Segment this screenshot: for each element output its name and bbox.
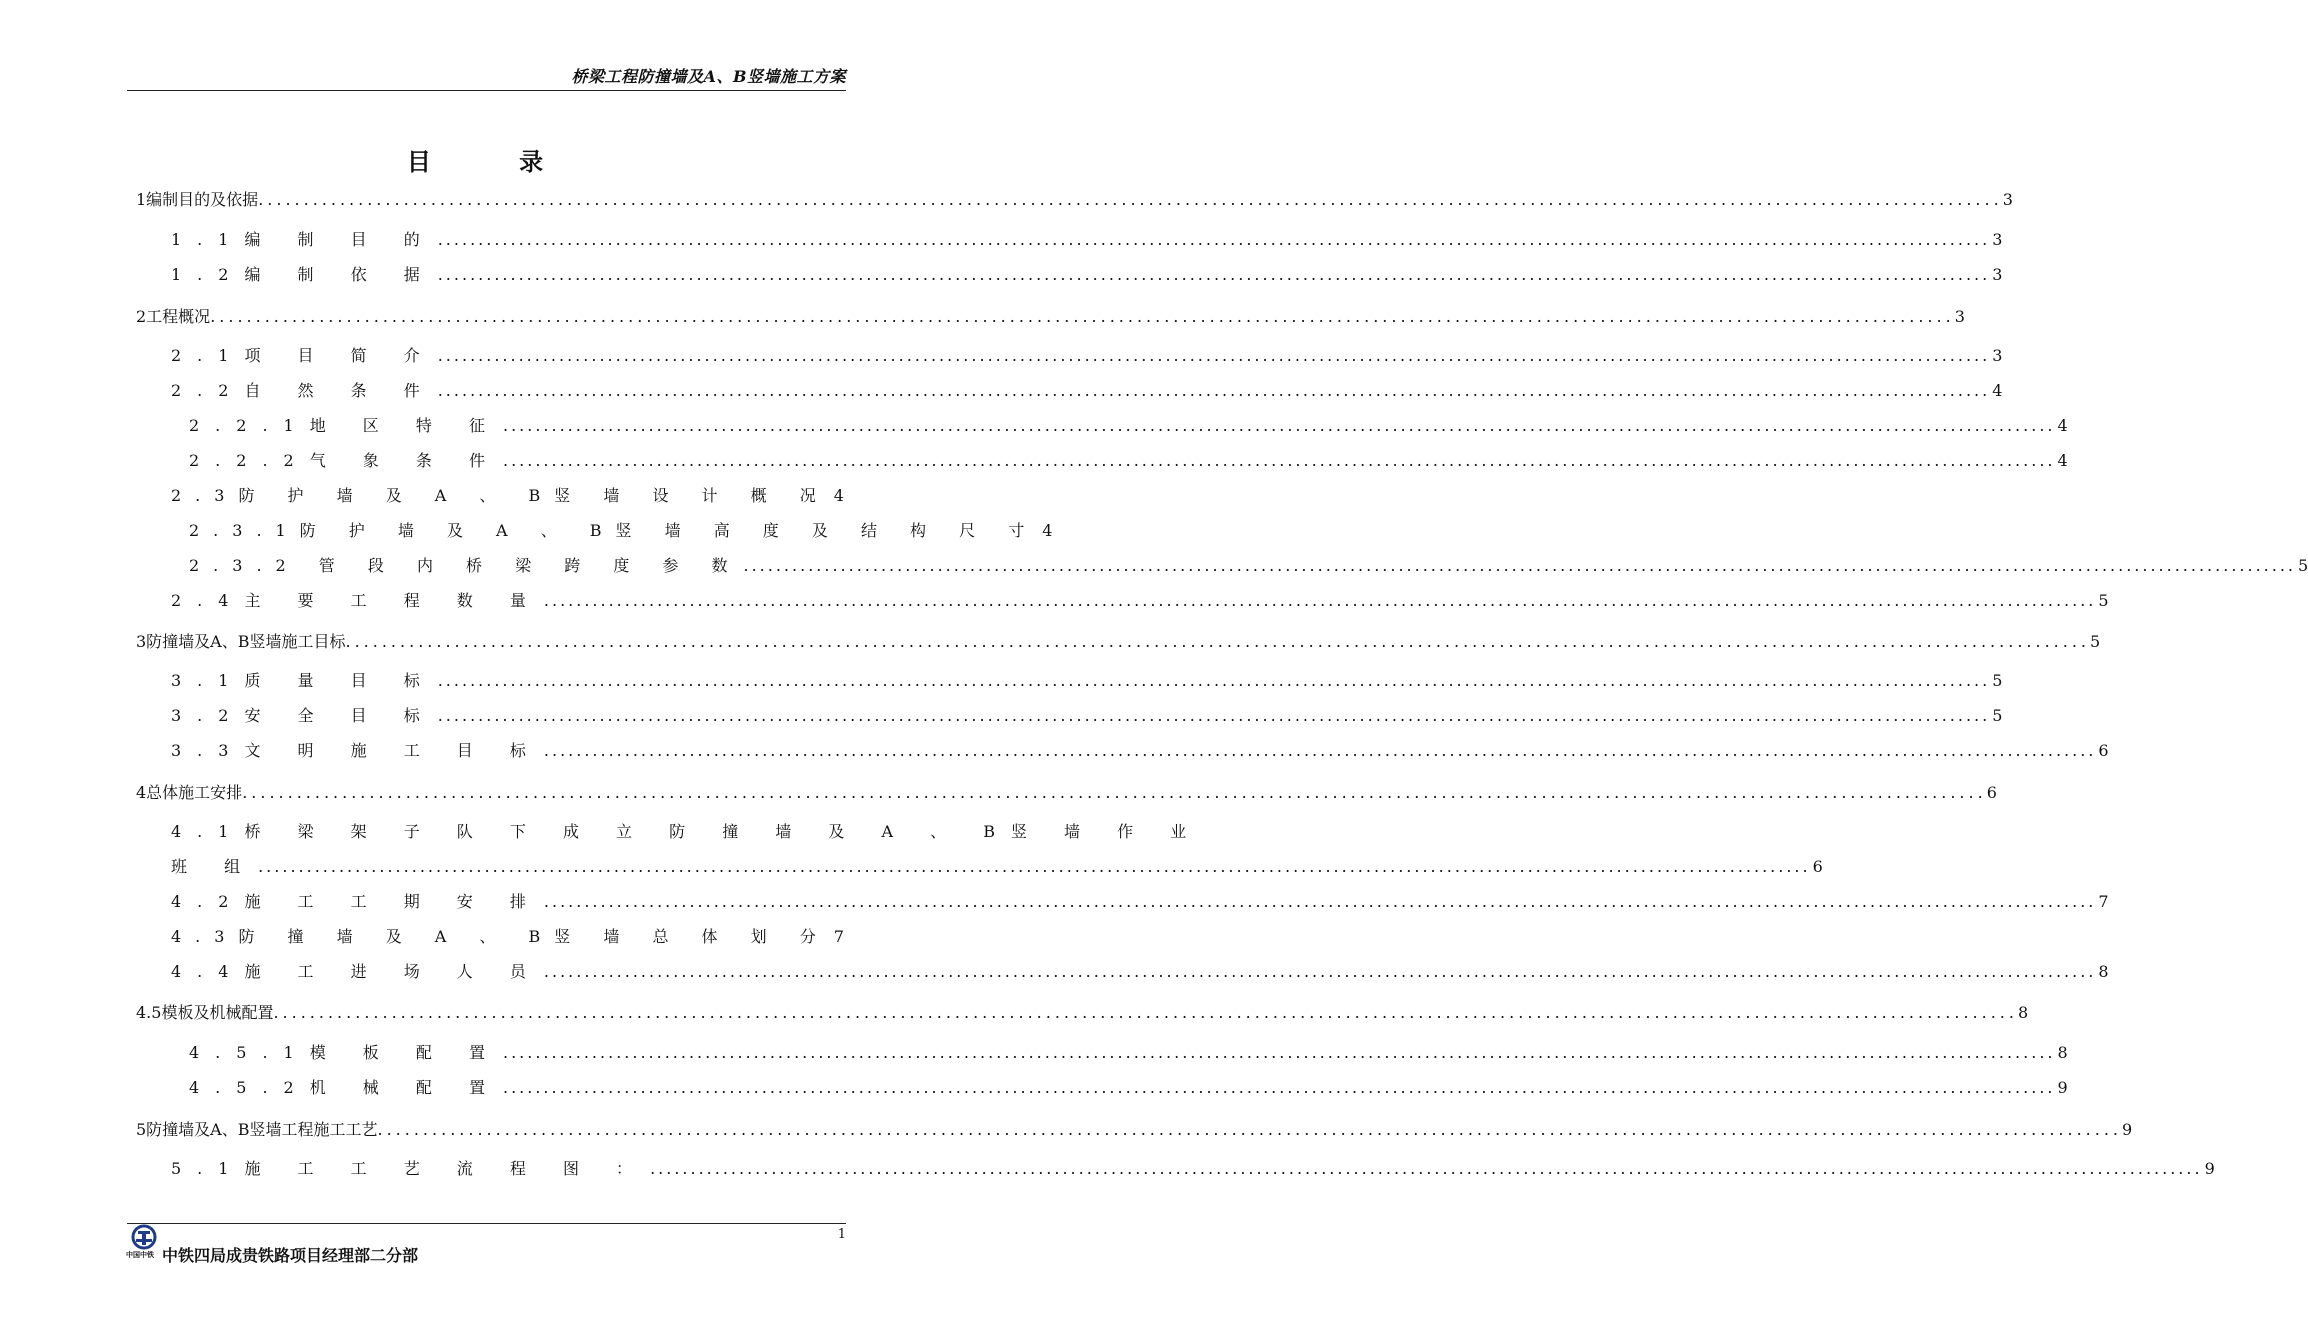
toc-entry[interactable] xyxy=(136,304,1965,327)
toc-entry-label: 班 组 xyxy=(171,857,257,876)
toc-entry-page: 3 xyxy=(1992,346,2003,365)
toc-entry-page: 3 xyxy=(1992,230,2003,249)
leader-dots xyxy=(438,230,1991,249)
toc-entry[interactable] xyxy=(189,448,2068,471)
toc-entry-label: 1编制目的及依据 xyxy=(136,190,259,209)
toc-entry-label: 4.2施 工 工 期 安 排 xyxy=(171,892,542,911)
toc-entry[interactable] xyxy=(171,262,2003,285)
leader-dots xyxy=(503,1078,2056,1097)
toc-entry-label: 2.3.1防 护 墙 及 A 、 B竖 墙 高 度 及 结 构 尺 寸 xyxy=(189,521,1039,540)
toc-entry[interactable] xyxy=(171,1156,2215,1179)
toc-entry-page: 7 xyxy=(2098,892,2109,911)
leader-dots xyxy=(438,265,1991,284)
leader-dots xyxy=(258,190,2003,209)
toc-entry-label: 4.1桥 梁 架 子 队 下 成 立 防 撞 墙 及 A 、 B竖 墙 作 业 xyxy=(171,822,1203,841)
toc-entry-page: 5 xyxy=(2098,591,2109,610)
toc-title: 目 录 xyxy=(406,148,584,176)
toc-entry[interactable] xyxy=(171,854,1823,877)
logo-text: 中国中铁 xyxy=(126,1251,154,1259)
toc-entry-page: 6 xyxy=(2098,741,2109,760)
toc-entry-label: 3.3文 明 施 工 目 标 xyxy=(171,741,542,760)
toc-entry-page: 3 xyxy=(2002,190,2013,209)
toc-entry-label: 1.1编 制 目 的 xyxy=(171,230,436,249)
toc-entry-label: 5防撞墙及A、B竖墙工程施工工艺 xyxy=(136,1120,378,1139)
leader-dots xyxy=(744,556,2297,575)
page-number: 1 xyxy=(837,1227,846,1242)
toc-entry-page: 5 xyxy=(1992,706,2003,725)
leader-dots xyxy=(438,346,1991,365)
leader-dots xyxy=(378,1120,2123,1139)
toc-entry-label: 1.2编 制 依 据 xyxy=(171,265,436,284)
toc-entry-page: 7 xyxy=(833,927,844,946)
leader-dots xyxy=(503,1043,2056,1062)
toc-entry-page: 5 xyxy=(2298,556,2308,575)
toc-entry-page: 3 xyxy=(1992,265,2003,284)
toc-entry-label: 2.2.1地 区 特 征 xyxy=(189,416,501,435)
toc-entry-page: 8 xyxy=(2098,962,2109,981)
header-title: 桥梁工程防撞墙及A、B竖墙施工方案 xyxy=(571,67,846,86)
toc-entry[interactable] xyxy=(171,668,2003,691)
toc-entry-label: 4.5模板及机械配置 xyxy=(136,1003,274,1022)
toc-entry-label: 4.4施 工 进 场 人 员 xyxy=(171,962,542,981)
leader-dots xyxy=(544,892,2097,911)
toc-entry-label: 2.4主 要 工 程 数 量 xyxy=(171,591,542,610)
leader-dots xyxy=(438,671,1991,690)
toc-entry[interactable] xyxy=(136,1117,2133,1140)
toc-entry-label: 2.3防 护 墙 及 A 、 B竖 墙 设 计 概 况 xyxy=(171,486,830,505)
footer-organization: 中铁四局成贵铁路项目经理部二分部 xyxy=(162,1246,419,1265)
toc-entry-label: 2.2.2气 象 条 件 xyxy=(189,451,501,470)
toc-entry-label: 3.1质 量 目 标 xyxy=(171,671,436,690)
toc-entry-label: 2.1项 目 简 介 xyxy=(171,346,436,365)
leader-dots xyxy=(210,307,1955,326)
toc-entry[interactable] xyxy=(136,629,2101,652)
leader-dots xyxy=(273,1003,2018,1022)
toc-entry-label: 2.3.2 管 段 内 桥 梁 跨 度 参 数 xyxy=(189,556,742,575)
toc-entry-label: 4.5.1模 板 配 置 xyxy=(189,1043,501,1062)
toc-entry-label: 2工程概况 xyxy=(136,307,211,326)
toc-entry-label: 3防撞墙及A、B竖墙施工目标 xyxy=(136,632,346,651)
toc-entry[interactable] xyxy=(189,1040,2068,1063)
toc-entry[interactable] xyxy=(171,343,2003,366)
leader-dots xyxy=(242,783,1987,802)
leader-dots xyxy=(438,381,1991,400)
toc-entry-label: 5.1施 工 工 艺 流 程 图 ： xyxy=(171,1159,649,1178)
toc-entry-label: 4.5.2机 械 配 置 xyxy=(189,1078,501,1097)
toc-entry[interactable] xyxy=(189,1075,2068,1098)
toc-entry-page: 8 xyxy=(2017,1003,2029,1022)
toc-entry[interactable] xyxy=(136,187,2013,210)
toc-entry[interactable] xyxy=(171,738,2109,761)
toc-entry[interactable] xyxy=(171,483,844,506)
toc-entry-page: 4 xyxy=(1042,521,1053,540)
toc-entry[interactable] xyxy=(136,780,1997,803)
toc-entry[interactable] xyxy=(171,889,2109,912)
toc-entry[interactable] xyxy=(171,227,2003,250)
toc-entry-page: 5 xyxy=(2090,632,2101,651)
leader-dots xyxy=(438,706,1991,725)
toc-entry[interactable] xyxy=(171,703,2003,726)
toc-entry-label: 4总体施工安排 xyxy=(136,783,243,802)
toc-entry-page: 9 xyxy=(2204,1159,2215,1178)
toc-entry-page: 4 xyxy=(2057,451,2068,470)
toc-entry-page: 6 xyxy=(1812,857,1823,876)
leader-dots xyxy=(544,741,2097,760)
leader-dots xyxy=(346,632,2091,651)
toc-entry-page: 6 xyxy=(1986,783,1997,802)
toc-entry-page: 4 xyxy=(2057,416,2068,435)
toc-entry-page: 5 xyxy=(1992,671,2003,690)
toc-entry[interactable] xyxy=(189,553,2308,576)
toc-entry-page: 4 xyxy=(833,486,844,505)
leader-dots xyxy=(503,416,2056,435)
footer-rule xyxy=(127,1223,846,1224)
toc-entry[interactable] xyxy=(171,924,844,947)
toc-entry-page: 8 xyxy=(2057,1043,2068,1062)
leader-dots xyxy=(650,1159,2203,1178)
toc-entry[interactable] xyxy=(171,378,2003,401)
leader-dots xyxy=(544,962,2097,981)
toc-entry-page: 9 xyxy=(2122,1120,2133,1139)
toc-entry[interactable] xyxy=(136,1000,2029,1023)
header-rule xyxy=(127,90,846,91)
toc-entry[interactable] xyxy=(171,959,2109,982)
toc-entry[interactable] xyxy=(171,588,2109,611)
toc-entry[interactable] xyxy=(189,413,2068,436)
leader-dots xyxy=(503,451,2056,470)
toc-entry-page: 4 xyxy=(1992,381,2003,400)
leader-dots xyxy=(258,857,1811,876)
toc-entry-label: 3.2安 全 目 标 xyxy=(171,706,436,725)
toc-entry-label: 2.2自 然 条 件 xyxy=(171,381,436,400)
toc-entry-label: 4.3防 撞 墙 及 A 、 B竖 墙 总 体 划 分 xyxy=(171,927,830,946)
toc-entry-page: 3 xyxy=(1954,307,1965,326)
toc-entry-page: 9 xyxy=(2057,1078,2068,1097)
toc-entry-wrapped[interactable] xyxy=(171,819,1203,842)
leader-dots xyxy=(544,591,2097,610)
toc-entry[interactable] xyxy=(189,518,1053,541)
